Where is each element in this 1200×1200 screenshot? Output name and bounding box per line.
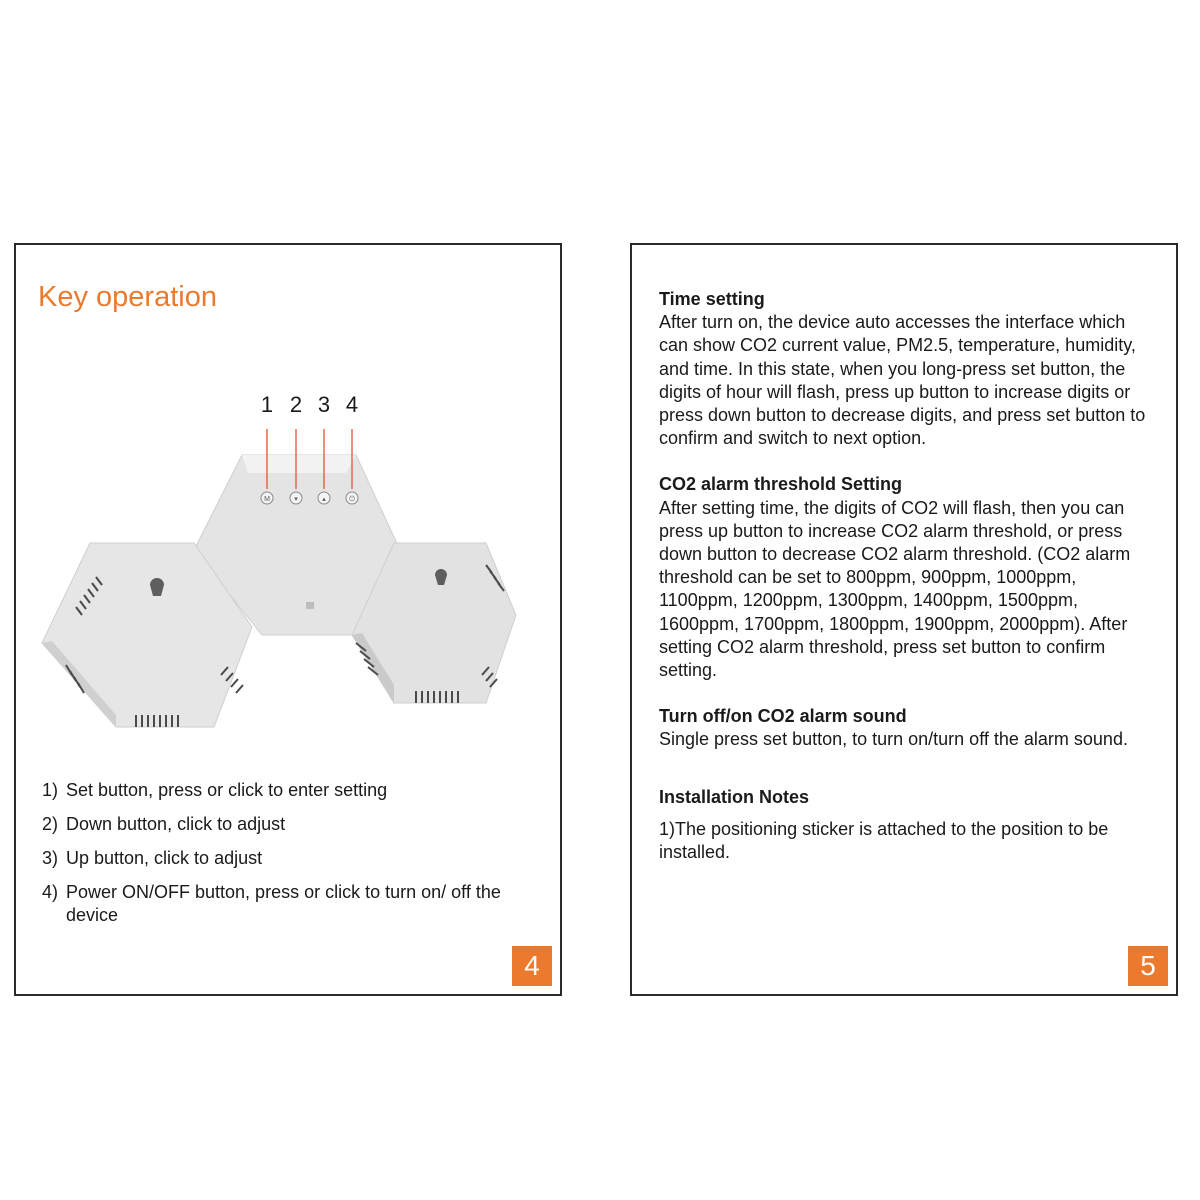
time-setting-section xyxy=(659,288,1151,450)
list-item xyxy=(42,813,512,836)
list-item xyxy=(42,847,512,870)
manual-page-right xyxy=(630,243,1178,996)
section-heading: Turn off/on CO2 alarm sound xyxy=(659,706,907,727)
device-down-button[interactable] xyxy=(290,492,302,504)
button-descriptions xyxy=(42,779,512,938)
page-number-badge: 5 xyxy=(1128,946,1168,986)
callout-number-4: 4 xyxy=(345,392,359,417)
list-item xyxy=(42,779,512,802)
section-body: After turn on, the device auto accesses the interface which can show CO2 current value, PM2.5, temperature, humidity, and time. In this state, when you long-press set button, the digits of hour will flash, press up button to increase digits or press down button to decrease digits, and press set button to confirm and switch to next option. xyxy=(659,312,1146,449)
device-up-button[interactable] xyxy=(318,492,330,504)
down-button-icon: ▾ xyxy=(294,495,298,503)
list-item-number: 4) xyxy=(42,882,59,902)
list-item-number: 2) xyxy=(42,814,59,834)
list-item-text: Power ON/OFF button, press or click to turn on/ off the device xyxy=(66,882,501,925)
callout-number-2: 2 xyxy=(289,392,303,417)
list-item-text: Set button, press or click to enter setting xyxy=(66,780,388,800)
callout-number-3: 3 xyxy=(317,392,331,417)
list-item-text: Down button, click to adjust xyxy=(66,814,286,834)
section-heading: Time setting xyxy=(659,289,765,309)
list-item xyxy=(42,881,512,927)
set-button-icon: M xyxy=(264,496,270,503)
device-illustration xyxy=(16,385,564,755)
page-number-badge: 4 xyxy=(512,946,552,986)
section-body: 1)The positioning sticker is attached to the position to be installed. xyxy=(659,818,1109,863)
device-set-button[interactable] xyxy=(261,492,273,504)
section-heading: Installation Notes xyxy=(659,786,810,807)
section-body: Single press set button, to turn on/turn off the alarm sound. xyxy=(659,729,1128,750)
co2-threshold-section xyxy=(659,473,1151,682)
sensor-window xyxy=(306,602,314,609)
section-body: After setting time, the digits of CO2 will flash, then you can press up button to increase CO2 alarm threshold, or press down button to decrease CO2 alarm threshold. (CO2 alarm threshold can be set to 800ppm, 900ppm, 1000ppm, 1100ppm, 1200ppm, 1300ppm, 1400ppm, 1500ppm, 1600ppm, 1700ppm, 1800ppm, 1900ppm, 2000ppm). After setting CO2 alarm threshold, press set button to confirm setting. xyxy=(659,497,1131,681)
up-button-icon: ▴ xyxy=(322,495,326,503)
manual-page-left xyxy=(14,243,562,996)
installation-notes-section xyxy=(659,786,1151,865)
section-heading: CO2 alarm threshold Setting xyxy=(659,474,903,495)
power-button-icon: ⏻ xyxy=(349,495,355,503)
device-power-button[interactable] xyxy=(346,492,358,504)
alarm-sound-section xyxy=(659,705,1151,751)
page-title: Key operation xyxy=(38,281,217,313)
list-item-number: 3) xyxy=(42,848,59,868)
callout-number-1: 1 xyxy=(260,392,274,417)
page-content xyxy=(659,288,1151,887)
list-item-number: 1) xyxy=(42,780,59,800)
list-item-text: Up button, click to adjust xyxy=(66,848,263,868)
